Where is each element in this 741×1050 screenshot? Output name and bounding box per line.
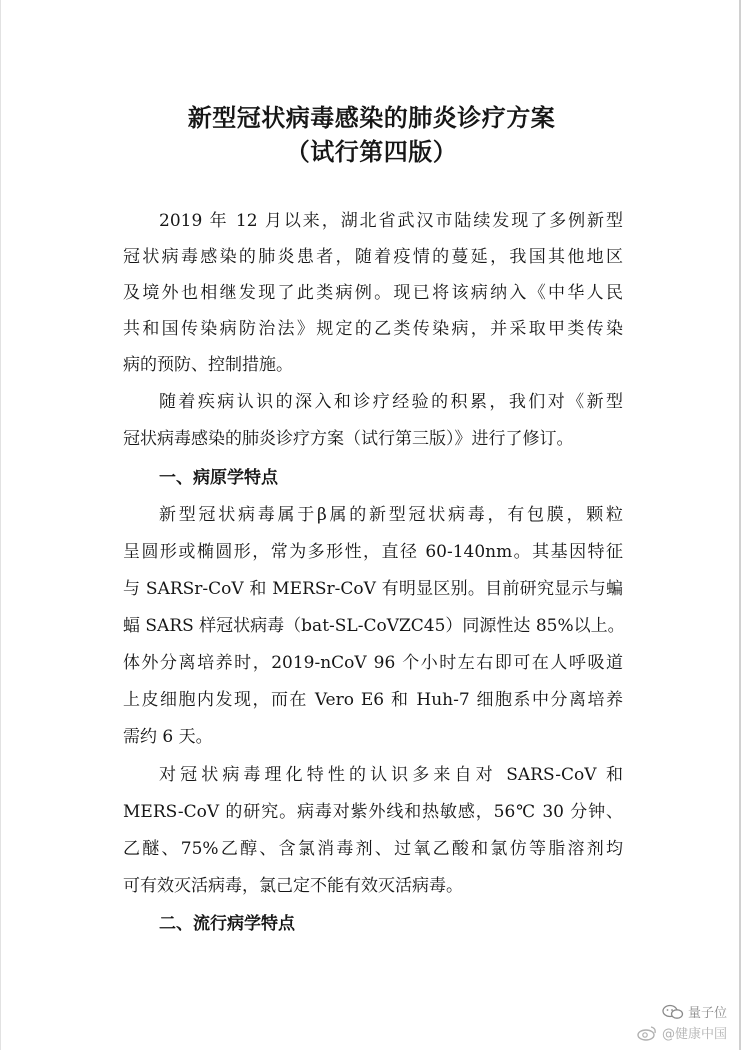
paragraph-line: 冠状病毒感染的肺炎患者，随着疫情的蔓延，我国其他地区: [123, 247, 623, 267]
paragraph-line: 及境外也相继发现了此类病例。现已将该病纳入《中华人民: [123, 283, 623, 303]
paragraph-line: 上皮细胞内发现，而在 Vero E6 和 Huh-7 细胞系中分离培养: [123, 690, 623, 710]
paragraph-line: 新型冠状病毒属于β属的新型冠状病毒，有包膜，颗粒: [159, 505, 623, 525]
wechat-icon: [662, 1004, 684, 1020]
watermark: [636, 1002, 727, 1042]
paragraph-line: 蝠 SARS 样冠状病毒（bat-SL-CoVZC45）同源性达 85%以上。: [123, 616, 625, 636]
paragraph-line: 共和国传染病防治法》规定的乙类传染病，并采取甲类传染: [123, 319, 623, 339]
paragraph-line: 对冠状病毒理化特性的认识多来自对 SARS-CoV 和: [159, 765, 623, 785]
watermark-brand: 量子位: [687, 1006, 727, 1021]
document-subtitle: （试行第四版）: [285, 138, 458, 166]
document-title: 新型冠状病毒感染的肺炎诊疗方案: [187, 104, 556, 132]
paragraph-line: 乙醚、75%乙醇、含氯消毒剂、过氧乙酸和氯仿等脂溶剂均: [123, 839, 623, 859]
paragraph-line: 呈圆形或椭圆形，常为多形性，直径 60-140nm。其基因特征: [123, 542, 623, 562]
section-heading: 一、病原学特点: [159, 468, 278, 488]
section-heading: 二、流行病学特点: [159, 914, 295, 934]
paragraph-line: MERS-CoV 的研究。病毒对紫外线和热敏感，56℃ 30 分钟、: [123, 802, 623, 822]
paragraph-line: 可有效灭活病毒，氯己定不能有效灭活病毒。: [123, 876, 463, 896]
paragraph-line: 冠状病毒感染的肺炎诊疗方案（试行第三版）》进行了修订。: [123, 429, 574, 449]
paragraph-line: 随着疾病认识的深入和诊疗经验的积累，我们对《新型: [159, 392, 623, 412]
paragraph-line: 2019 年 12 月以来，湖北省武汉市陆续发现了多例新型: [159, 211, 623, 231]
paragraph-line: 与 SARSr-CoV 和 MERSr-CoV 有明显区别。目前研究显示与蝙: [123, 579, 623, 599]
paragraph-line: 需约 6 天。: [123, 727, 213, 747]
watermark-account: @健康中国: [661, 1027, 727, 1042]
weibo-icon: [636, 1025, 658, 1041]
paragraph-line: 病的预防、控制措施。: [123, 355, 293, 375]
paragraph-line: 体外分离培养时，2019-nCoV 96 个小时左右即可在人呼吸道: [123, 653, 623, 673]
